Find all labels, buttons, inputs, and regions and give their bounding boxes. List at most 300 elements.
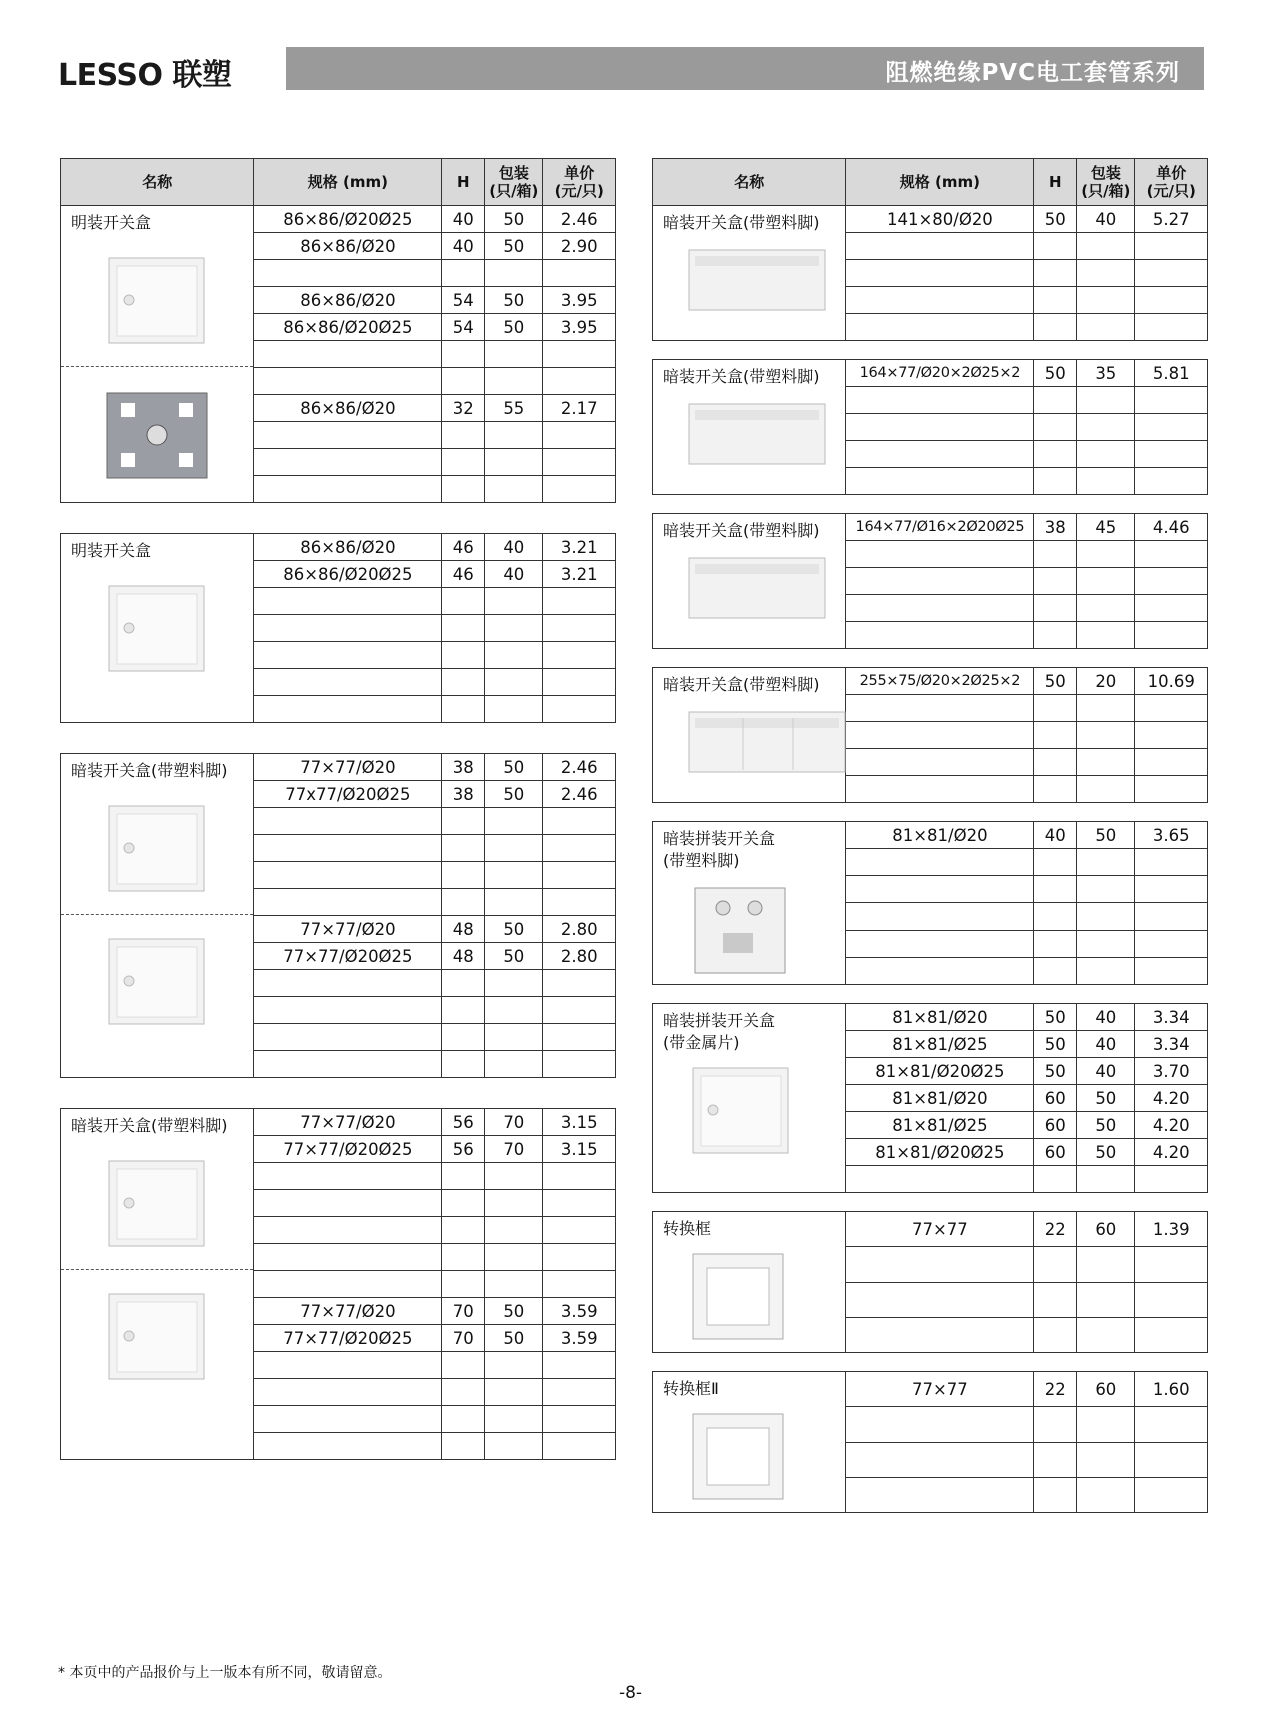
h-cell — [442, 642, 485, 669]
spec-cell: 86×86/Ø20 — [254, 534, 442, 561]
pack-cell: 50 — [485, 206, 543, 233]
price-cell: 3.15 — [543, 1109, 616, 1136]
price-cell — [1135, 441, 1208, 468]
pack-cell — [485, 1051, 543, 1078]
product-image — [683, 878, 803, 978]
spec-cell — [254, 669, 442, 696]
price-table — [652, 158, 1208, 341]
price-cell — [1135, 622, 1208, 649]
spec-cell — [254, 808, 442, 835]
spec-cell: 77×77/Ø20 — [254, 754, 442, 781]
left-column — [60, 158, 616, 1490]
pack-cell — [1077, 749, 1135, 776]
spec-cell — [846, 387, 1034, 414]
product-image — [683, 548, 833, 628]
pack-cell — [1077, 1477, 1135, 1512]
table-row — [653, 206, 1208, 233]
spec-cell: 86×86/Ø20Ø25 — [254, 206, 442, 233]
spec-cell — [846, 414, 1034, 441]
h-cell — [1034, 441, 1077, 468]
spec-cell: 86×86/Ø20 — [254, 287, 442, 314]
product-image-wrap — [683, 702, 837, 788]
price-cell — [1135, 1407, 1208, 1442]
spec-cell — [254, 476, 442, 503]
h-cell — [1034, 849, 1077, 876]
product-image — [99, 578, 219, 678]
pack-cell — [485, 889, 543, 916]
price-cell — [543, 970, 616, 997]
product-image — [683, 1406, 803, 1506]
h-cell — [442, 1217, 485, 1244]
product-image-wrap — [99, 383, 245, 489]
price-cell: 1.60 — [1135, 1372, 1208, 1407]
product-block — [652, 1371, 1208, 1513]
product-image-wrap — [99, 1286, 245, 1392]
h-cell — [442, 1024, 485, 1051]
h-cell — [1034, 1166, 1077, 1193]
spec-cell — [254, 615, 442, 642]
price-cell: 2.80 — [543, 943, 616, 970]
spec-cell — [846, 541, 1034, 568]
spec-cell — [254, 696, 442, 723]
price-cell — [543, 1163, 616, 1190]
price-cell: 4.20 — [1135, 1085, 1208, 1112]
h-cell: 54 — [442, 287, 485, 314]
h-cell — [442, 1244, 485, 1271]
product-name-cell — [61, 1109, 254, 1460]
price-cell — [543, 615, 616, 642]
price-cell: 5.81 — [1135, 360, 1208, 387]
product-image — [99, 1153, 219, 1253]
h-cell: 32 — [442, 395, 485, 422]
price-cell: 3.34 — [1135, 1004, 1208, 1031]
spec-cell: 81×81/Ø20Ø25 — [846, 1058, 1034, 1085]
pack-cell — [1077, 568, 1135, 595]
pack-cell — [485, 341, 543, 368]
table-row — [653, 1212, 1208, 1247]
spec-cell: 86×86/Ø20 — [254, 233, 442, 260]
h-cell — [1034, 260, 1077, 287]
spec-cell — [846, 1247, 1034, 1282]
h-cell: 50 — [1034, 360, 1077, 387]
product-name-cell — [653, 206, 846, 341]
pack-cell — [1077, 387, 1135, 414]
spec-cell — [846, 776, 1034, 803]
spec-cell: 86×86/Ø20Ø25 — [254, 314, 442, 341]
spec-cell — [254, 997, 442, 1024]
product-block — [652, 359, 1208, 495]
price-cell: 2.46 — [543, 781, 616, 808]
table-header-row — [61, 159, 616, 206]
table-row — [653, 1372, 1208, 1407]
price-cell: 1.39 — [1135, 1212, 1208, 1247]
price-cell — [543, 1190, 616, 1217]
table-row — [61, 534, 616, 561]
product-name: 暗装开关盒(带塑料脚) — [663, 213, 820, 232]
spec-cell — [254, 1406, 442, 1433]
h-cell — [1034, 622, 1077, 649]
product-image — [99, 383, 219, 483]
h-cell: 48 — [442, 943, 485, 970]
pack-cell: 50 — [485, 943, 543, 970]
price-cell — [1135, 1317, 1208, 1352]
col-header-h: H — [1034, 159, 1077, 206]
pack-cell: 70 — [485, 1136, 543, 1163]
spec-cell: 81×81/Ø25 — [846, 1112, 1034, 1139]
footnote: * 本页中的产品报价与上一版本有所不同，敬请留意。 — [58, 1665, 392, 1681]
spec-cell — [254, 368, 442, 395]
price-cell — [1135, 468, 1208, 495]
price-cell — [543, 642, 616, 669]
h-cell — [442, 449, 485, 476]
spec-cell — [846, 568, 1034, 595]
price-cell — [1135, 957, 1208, 984]
spec-cell — [846, 749, 1034, 776]
product-block — [652, 667, 1208, 803]
spec-cell — [254, 1051, 442, 1078]
spec-cell: 77×77/Ø20 — [254, 916, 442, 943]
pack-cell — [485, 1190, 543, 1217]
price-cell — [1135, 1442, 1208, 1477]
price-table — [652, 667, 1208, 803]
spec-cell — [846, 876, 1034, 903]
product-image — [99, 1286, 219, 1386]
pack-cell — [1077, 287, 1135, 314]
h-cell — [442, 422, 485, 449]
spec-cell: 81×81/Ø20 — [846, 1004, 1034, 1031]
pack-cell — [485, 808, 543, 835]
product-block — [60, 158, 616, 503]
spec-cell — [254, 1024, 442, 1051]
product-name-cell — [653, 668, 846, 803]
spec-cell — [846, 1166, 1034, 1193]
product-image-wrap — [683, 394, 837, 480]
spec-cell: 164×77/Ø20×2Ø25×2 — [846, 360, 1034, 387]
h-cell: 54 — [442, 314, 485, 341]
h-cell — [442, 615, 485, 642]
h-cell: 40 — [1034, 822, 1077, 849]
price-cell — [543, 368, 616, 395]
product-image-wrap — [683, 1406, 837, 1512]
product-block — [60, 1108, 616, 1460]
product-image-wrap — [99, 250, 245, 356]
product-block — [652, 513, 1208, 649]
pack-cell — [485, 449, 543, 476]
series-banner — [286, 47, 1204, 90]
h-cell: 50 — [1034, 1058, 1077, 1085]
price-cell — [543, 422, 616, 449]
price-cell: 4.20 — [1135, 1112, 1208, 1139]
price-cell — [543, 1024, 616, 1051]
price-cell — [543, 808, 616, 835]
pack-cell: 70 — [485, 1109, 543, 1136]
pack-cell — [1077, 722, 1135, 749]
h-cell — [1034, 414, 1077, 441]
pack-cell: 35 — [1077, 360, 1135, 387]
product-image-wrap — [683, 1060, 837, 1166]
pack-cell — [485, 260, 543, 287]
table-row — [61, 206, 616, 233]
product-block — [652, 158, 1208, 341]
h-cell — [1034, 722, 1077, 749]
price-cell — [1135, 595, 1208, 622]
price-cell: 5.27 — [1135, 206, 1208, 233]
pack-cell — [1077, 468, 1135, 495]
spec-cell — [846, 1407, 1034, 1442]
col-header-name: 名称 — [653, 159, 846, 206]
h-cell: 22 — [1034, 1372, 1077, 1407]
pack-cell — [1077, 1442, 1135, 1477]
price-cell — [543, 862, 616, 889]
pack-cell — [1077, 957, 1135, 984]
spec-cell — [254, 642, 442, 669]
price-cell: 3.15 — [543, 1136, 616, 1163]
h-cell — [1034, 1247, 1077, 1282]
product-name: 暗装开关盒(带塑料脚) — [663, 521, 820, 540]
h-cell — [442, 835, 485, 862]
spec-cell: 255×75/Ø20×2Ø25×2 — [846, 668, 1034, 695]
pack-cell — [485, 1406, 543, 1433]
h-cell: 56 — [442, 1136, 485, 1163]
product-block — [60, 753, 616, 1078]
spec-cell — [846, 595, 1034, 622]
price-cell — [543, 1352, 616, 1379]
price-cell: 3.70 — [1135, 1058, 1208, 1085]
spec-cell: 164×77/Ø16×2Ø20Ø25 — [846, 514, 1034, 541]
variant-divider — [61, 366, 253, 367]
price-cell — [543, 1406, 616, 1433]
h-cell — [442, 341, 485, 368]
h-cell: 38 — [442, 781, 485, 808]
h-cell — [442, 368, 485, 395]
pack-cell — [1077, 622, 1135, 649]
h-cell — [442, 476, 485, 503]
table-row — [653, 822, 1208, 849]
pack-cell — [485, 970, 543, 997]
page-number: -8- — [618, 1683, 643, 1703]
spec-cell — [846, 1282, 1034, 1317]
h-cell: 38 — [442, 754, 485, 781]
product-image — [683, 702, 853, 782]
price-cell — [1135, 776, 1208, 803]
pack-cell — [485, 1352, 543, 1379]
product-name-cell — [653, 1212, 846, 1353]
pack-cell — [1077, 930, 1135, 957]
pack-cell: 40 — [1077, 1031, 1135, 1058]
h-cell — [442, 862, 485, 889]
product-name: 明装开关盒 — [71, 213, 152, 232]
product-image-wrap — [99, 798, 245, 904]
product-image — [683, 1060, 803, 1160]
spec-cell — [254, 1271, 442, 1298]
pack-cell — [485, 669, 543, 696]
h-cell — [1034, 1317, 1077, 1352]
h-cell: 22 — [1034, 1212, 1077, 1247]
product-block — [60, 533, 616, 723]
price-cell: 3.59 — [543, 1325, 616, 1352]
pack-cell: 20 — [1077, 668, 1135, 695]
price-cell: 4.20 — [1135, 1139, 1208, 1166]
price-cell — [1135, 1166, 1208, 1193]
pack-cell — [1077, 1282, 1135, 1317]
h-cell — [1034, 749, 1077, 776]
spec-cell — [254, 862, 442, 889]
col-header-h: H — [442, 159, 485, 206]
spec-cell — [846, 930, 1034, 957]
h-cell: 46 — [442, 534, 485, 561]
pack-cell: 45 — [1077, 514, 1135, 541]
price-cell — [1135, 876, 1208, 903]
price-table — [60, 533, 616, 723]
pack-cell: 40 — [1077, 1058, 1135, 1085]
price-cell — [1135, 541, 1208, 568]
spec-cell — [254, 1163, 442, 1190]
pack-cell — [485, 615, 543, 642]
product-name: 暗装拼装开关盒 (带金属片) — [663, 1011, 776, 1052]
price-cell — [1135, 233, 1208, 260]
h-cell — [442, 1051, 485, 1078]
spec-cell — [846, 233, 1034, 260]
price-cell: 3.65 — [1135, 822, 1208, 849]
product-image-wrap — [683, 548, 837, 634]
pack-cell — [485, 997, 543, 1024]
price-cell: 3.95 — [543, 287, 616, 314]
h-cell: 40 — [442, 233, 485, 260]
product-block — [652, 1003, 1208, 1193]
price-cell: 4.46 — [1135, 514, 1208, 541]
pack-cell — [1077, 541, 1135, 568]
col-header-spec: 规格 (mm) — [254, 159, 442, 206]
table-row — [653, 360, 1208, 387]
h-cell — [1034, 957, 1077, 984]
h-cell: 50 — [1034, 1031, 1077, 1058]
spec-cell: 77×77 — [846, 1372, 1034, 1407]
product-name: 转换框 — [663, 1219, 712, 1238]
col-header-pack: 包装 (只/箱) — [485, 159, 543, 206]
h-cell — [442, 1163, 485, 1190]
product-name: 暗装开关盒(带塑料脚) — [663, 675, 820, 694]
price-cell — [543, 476, 616, 503]
price-cell — [1135, 1477, 1208, 1512]
price-cell — [1135, 287, 1208, 314]
pack-cell: 50 — [1077, 1085, 1135, 1112]
h-cell — [1034, 930, 1077, 957]
h-cell — [442, 970, 485, 997]
pack-cell: 50 — [485, 1325, 543, 1352]
col-header-spec: 规格 (mm) — [846, 159, 1034, 206]
pack-cell: 50 — [1077, 822, 1135, 849]
spec-cell: 81×81/Ø25 — [846, 1031, 1034, 1058]
spec-cell: 77×77/Ø20Ø25 — [254, 1325, 442, 1352]
h-cell — [1034, 776, 1077, 803]
product-image-wrap — [99, 1153, 245, 1259]
product-name: 转换框Ⅱ — [663, 1379, 719, 1398]
product-image — [99, 931, 219, 1031]
pack-cell — [1077, 1166, 1135, 1193]
price-cell: 2.46 — [543, 206, 616, 233]
price-cell — [1135, 414, 1208, 441]
price-cell — [543, 1217, 616, 1244]
pack-cell — [485, 835, 543, 862]
product-image-wrap — [683, 878, 837, 984]
spec-cell — [254, 260, 442, 287]
price-cell — [543, 1244, 616, 1271]
h-cell: 50 — [1034, 206, 1077, 233]
h-cell — [442, 997, 485, 1024]
h-cell — [1034, 903, 1077, 930]
spec-cell — [846, 957, 1034, 984]
pack-cell — [485, 1163, 543, 1190]
spec-cell — [254, 588, 442, 615]
product-name: 暗装开关盒(带塑料脚) — [663, 367, 820, 386]
price-cell: 10.69 — [1135, 668, 1208, 695]
spec-cell — [846, 722, 1034, 749]
spec-cell — [254, 1379, 442, 1406]
h-cell — [1034, 1282, 1077, 1317]
price-cell — [543, 1433, 616, 1460]
price-cell — [543, 696, 616, 723]
pack-cell — [1077, 414, 1135, 441]
pack-cell — [1077, 233, 1135, 260]
pack-cell — [1077, 260, 1135, 287]
spec-cell — [254, 1190, 442, 1217]
h-cell — [442, 889, 485, 916]
h-cell: 70 — [442, 1298, 485, 1325]
spec-cell: 77×77/Ø20Ø25 — [254, 1136, 442, 1163]
h-cell — [442, 1406, 485, 1433]
pack-cell — [485, 696, 543, 723]
spec-cell — [846, 1442, 1034, 1477]
h-cell — [1034, 1477, 1077, 1512]
h-cell — [442, 1379, 485, 1406]
pack-cell: 50 — [485, 287, 543, 314]
product-block — [652, 821, 1208, 985]
price-cell — [543, 669, 616, 696]
product-image — [99, 798, 219, 898]
spec-cell — [254, 422, 442, 449]
h-cell — [442, 1271, 485, 1298]
h-cell — [442, 260, 485, 287]
h-cell: 46 — [442, 561, 485, 588]
product-image-wrap — [683, 240, 837, 326]
h-cell: 40 — [442, 206, 485, 233]
h-cell — [1034, 468, 1077, 495]
col-header-pack: 包装 (只/箱) — [1077, 159, 1135, 206]
col-header-price: 单价 (元/只) — [543, 159, 616, 206]
price-table — [60, 158, 616, 503]
price-table — [652, 359, 1208, 495]
product-image-wrap — [99, 578, 245, 684]
product-image — [99, 250, 219, 350]
price-cell — [1135, 749, 1208, 776]
price-cell — [543, 449, 616, 476]
h-cell — [1034, 568, 1077, 595]
price-cell: 2.90 — [543, 233, 616, 260]
spec-cell — [254, 970, 442, 997]
pack-cell — [485, 368, 543, 395]
spec-cell: 86×86/Ø20Ø25 — [254, 561, 442, 588]
spec-cell — [254, 835, 442, 862]
h-cell — [442, 1190, 485, 1217]
spec-cell: 77x77/Ø20Ø25 — [254, 781, 442, 808]
spec-cell: 77×77/Ø20 — [254, 1109, 442, 1136]
product-name-cell — [653, 514, 846, 649]
product-name-cell — [61, 754, 254, 1078]
spec-cell — [846, 622, 1034, 649]
spec-cell: 81×81/Ø20 — [846, 822, 1034, 849]
h-cell — [1034, 1407, 1077, 1442]
h-cell — [1034, 287, 1077, 314]
